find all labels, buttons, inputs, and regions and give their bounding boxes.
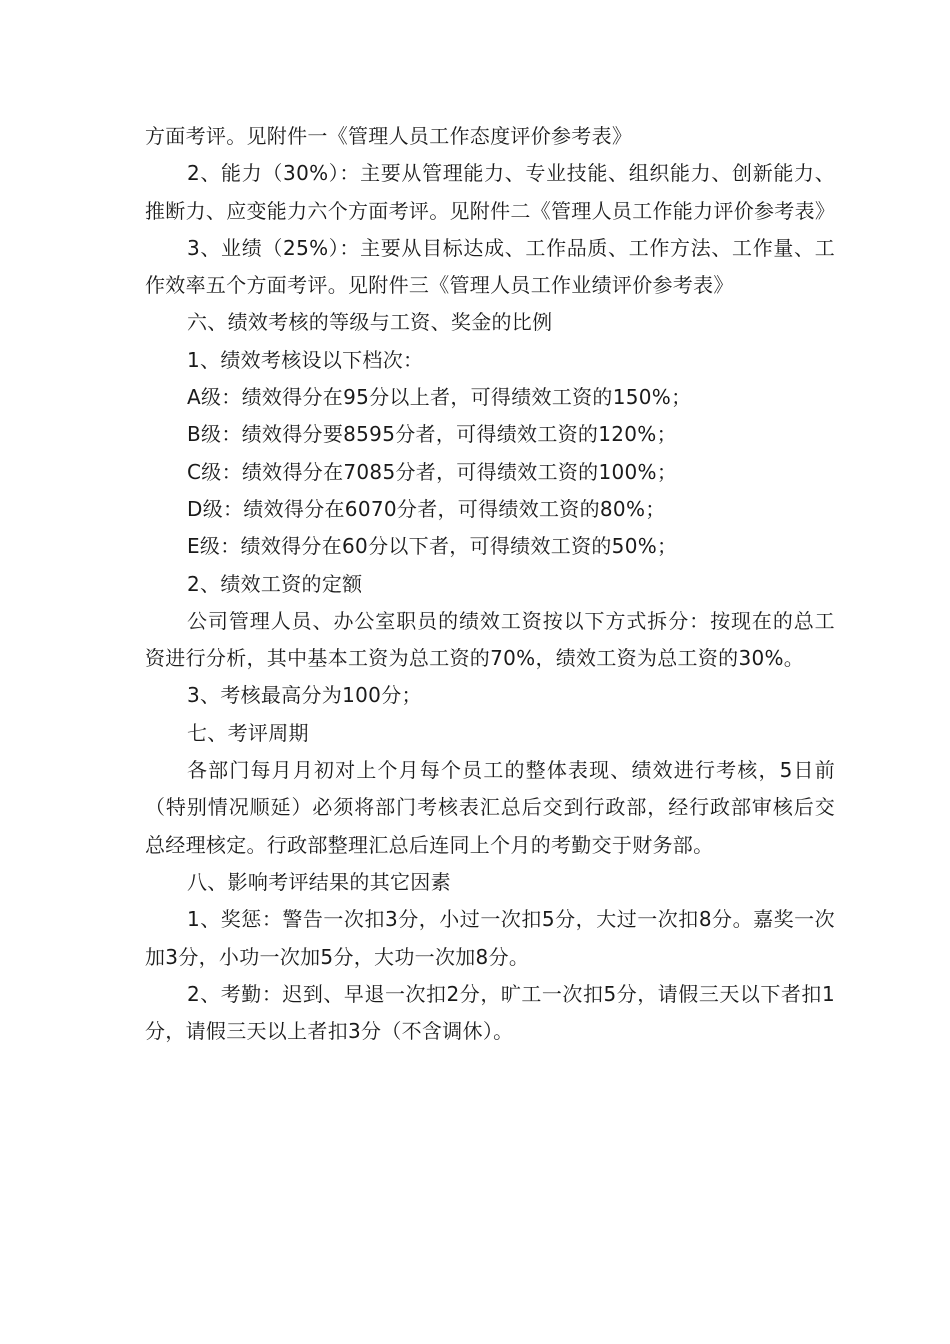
grade-b-item: B级：绩效得分要8595分者，可得绩效工资的120%；	[187, 422, 677, 447]
section-heading-cycle: 七、考评周期	[187, 720, 309, 745]
document-body	[145, 118, 835, 1050]
grade-e-item: E级：绩效得分在60分以下者，可得绩效工资的50%；	[187, 534, 678, 559]
paragraph-performance: 3、业绩（25%）：主要从目标达成、工作品质、工作方法、工作量、工作效率五个方面考评。见附件三《管理人员工作业绩评价参考表》	[145, 235, 835, 298]
paragraph-rewards-penalties: 1、奖惩：警告一次扣3分，小过一次扣5分，大过一次扣8分。嘉奖一次加3分，小功一次加5分，大功一次加8分。	[145, 907, 835, 969]
paragraph-salary-quota-heading: 2、绩效工资的定额	[187, 571, 363, 596]
grade-c-item: C级：绩效得分在7085分者，可得绩效工资的100%；	[187, 459, 678, 484]
paragraph-salary-split: 公司管理人员、办公室职员的绩效工资按以下方式拆分：按现在的总工资进行分析，其中基本工资为总工资的70%，绩效工资为总工资的30%。	[145, 608, 835, 671]
grade-d-item: D级：绩效得分在6070分者，可得绩效工资的80%；	[187, 496, 666, 521]
grade-a-item: A级：绩效得分在95分以上者，可得绩效工资的150%；	[187, 385, 692, 410]
section-heading-other-factors: 八、影响考评结果的其它因素	[187, 869, 451, 894]
paragraph-cycle: 各部门每月月初对上个月每个员工的整体表现、绩效进行考核，5日前（特别情况顺延）必须将部门考核表汇总后交到行政部，经行政部审核后交总经理核定。行政部整理汇总后连同上个月的考勤交于财务部。	[145, 758, 835, 857]
section-heading-grades: 六、绩效考核的等级与工资、奖金的比例	[187, 310, 553, 335]
paragraph-attitude-continuation: 方面考评。见附件一《管理人员工作态度评价参考表》	[145, 124, 633, 148]
paragraph-max-score: 3、考核最高分为100分；	[187, 683, 422, 708]
paragraph-attendance: 2、考勤：迟到、早退一次扣2分，旷工一次扣5分，请假三天以下者扣1分，请假三天以上者扣3分（不含调休）。	[145, 981, 835, 1044]
paragraph-grade-levels: 1、绩效考核设以下档次：	[187, 347, 424, 372]
paragraph-ability: 2、能力（30%）：主要从管理能力、专业技能、组织能力、创新能力、推断力、应变能力六个方面考评。见附件二《管理人员工作能力评价参考表》	[145, 161, 836, 223]
